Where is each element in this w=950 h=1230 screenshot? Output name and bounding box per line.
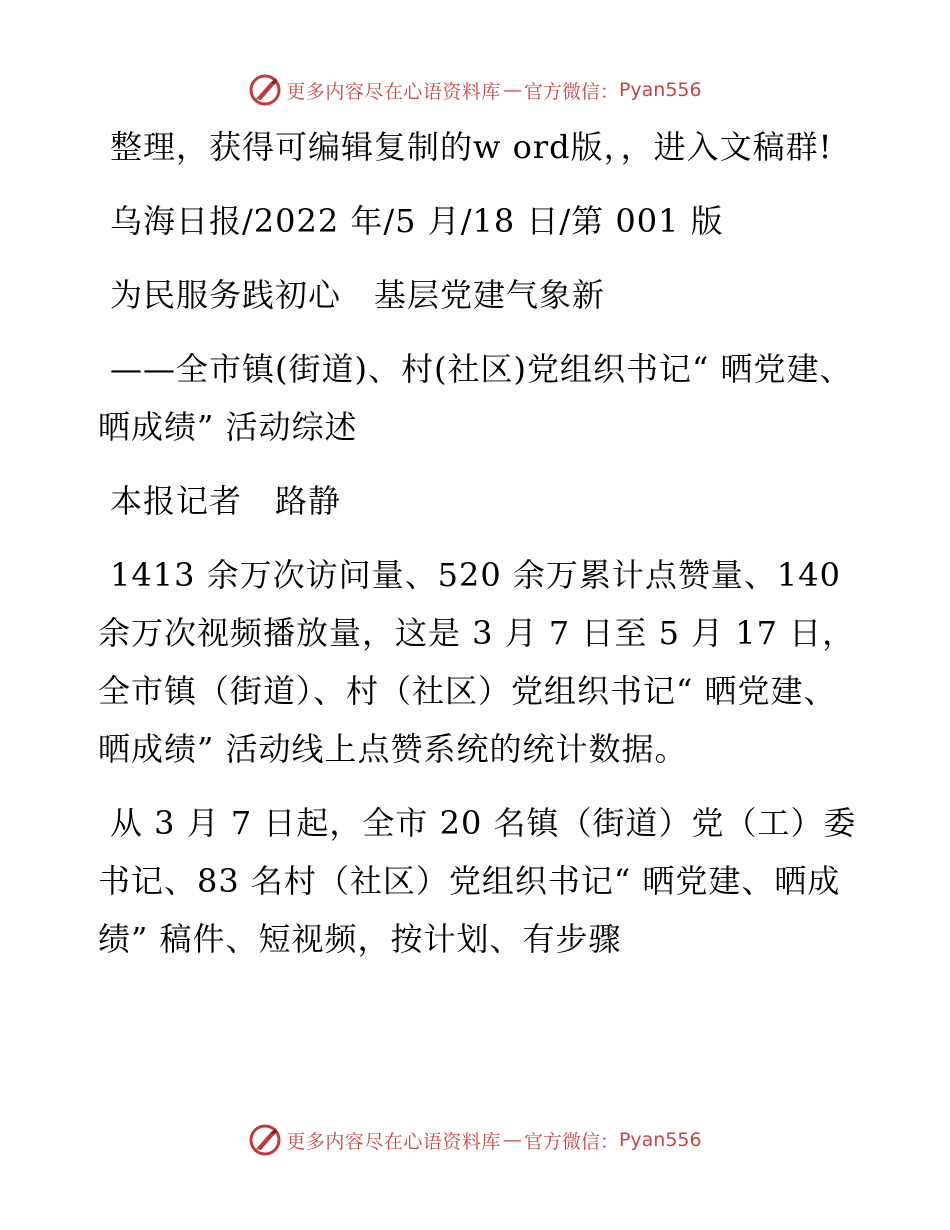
footer-watermark [0, 1120, 950, 1160]
watermark-text: 更多内容尽在心语资料库 [286, 80, 501, 103]
body-paragraph: 从 3 月 7 日起，全市 20 名镇（街道）党（工）委书记、83 名村（社区）党组织书记“ 晒党建、晒成绩” 稿件、短视频，按计划、有步骤 [98, 804, 857, 958]
document-body [98, 118, 858, 984]
article-subtitle: ——全市镇(街道)、村(社区)党组织书记“ 晒党建、晒成绩” 活动综述 [98, 350, 853, 446]
watermark-label: 官方微信： [523, 80, 619, 103]
intro-paragraph: 整理，获得可编辑复制的w ord版，，进入文稿群! [110, 128, 833, 166]
watermark-separator: — [502, 1129, 522, 1151]
watermark-wechat-id: Pyan556 [618, 1129, 702, 1151]
watermark-separator: — [502, 79, 522, 101]
watermark-label: 官方微信： [523, 1130, 619, 1153]
byline: 本报记者 路静 [110, 482, 342, 520]
article-title: 为民服务践初心 基层党建气象新 [110, 276, 606, 314]
red-quill-pen-logo-icon [248, 1123, 282, 1157]
watermark-text: 更多内容尽在心语资料库 [286, 1130, 501, 1153]
red-quill-pen-logo-icon [248, 73, 282, 107]
body-paragraph: 1413 余万次访问量、520 余万累计点赞量、140 余万次视频播放量，这是 3 月 7 日至 5 月 17 日，全市镇（街道）、村（社区）党组织书记“ 晒党建、晒成绩” 活动线上点赞系统的统计数据。 [98, 556, 856, 768]
header-watermark [0, 70, 950, 110]
watermark-wechat-id: Pyan556 [618, 79, 702, 101]
source-line: 乌海日报/2022 年/5 月/18 日/第 001 版 [110, 202, 724, 240]
